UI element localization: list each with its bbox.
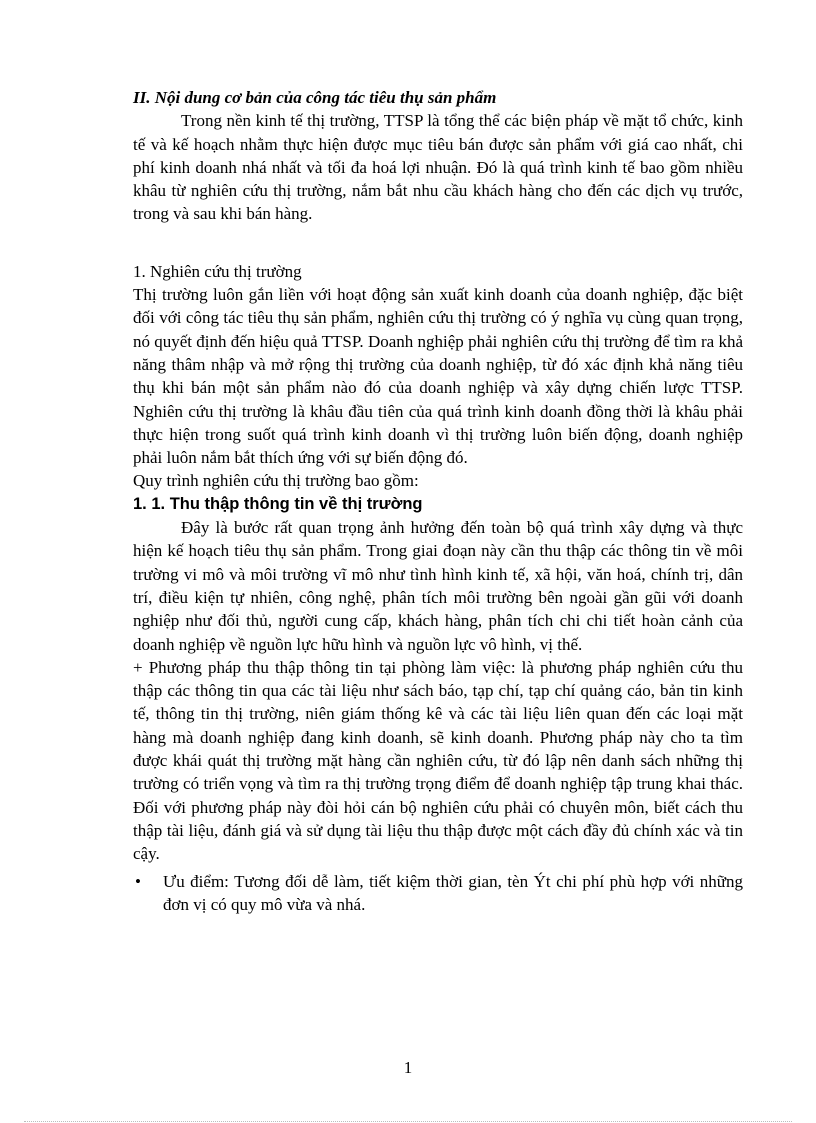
- advantage-text: Ưu điểm: Tương đối dễ làm, tiết kiệm thời gian, tèn Ýt chi phí phù hợp với những đơn vị có quy mô vừa và nhá.: [163, 871, 743, 914]
- section-heading: II. Nội dung cơ bản của công tác tiêu thụ sản phẩm: [133, 88, 497, 107]
- process-intro-line: Quy trình nghiên cứu thị trường bao gồm:: [133, 471, 419, 491]
- paragraph-spacer: [133, 226, 743, 260]
- section-intro-paragraph: Trong nền kinh tế thị trường, TTSP là tổng thể các biện pháp về mặt tổ chức, kinh tế và kế hoạch nhằm thực hiện được mục tiêu bán được sản phẩm với giá cao nhất, chi phí kinh doanh nhá nhất và tối đa hoá lợi nhuận. Đó là quá trình kinh tế bao gồm nhiều khâu từ nghiên cứu thị trường, nắm bắt nhu cầu khách hàng cho đến các dịch vụ trước, trong và sau khi bán hàng.: [133, 111, 743, 224]
- office-method-paragraph: + Phương pháp thu thập thông tin tại phòng làm việc: là phương pháp nghiên cứu thu thập các thông tin qua các tài liệu như sách báo, tạp chí, tạp chí quảng cáo, bản tin kinh tế, thông tin thị trường, niên giám thống kê và các tài liệu liên quan đến các loại mặt hàng mà doanh nghiệp đang kinh doanh, sẽ kinh doanh. Phương pháp này cho ta tìm được khái quát thị trường mặt hàng cần nghiên cứu, từ đó lập nên danh sách những thị trường có triển vọng và tìm ra thị trường trọng điểm để doanh nghiệp tập trung khai thác. Đối với phương pháp này đòi hỏi cán bộ nghiên cứu phải có chuyên môn, biết cách thu thập tài liệu, đánh giá và sử dụng tài liệu thu thập được một cách đầy đủ chính xác và tin cậy.: [133, 657, 743, 864]
- subsection-heading-market-research: 1. Nghiên cứu thị trường: [133, 261, 302, 281]
- bullet-dot-icon: •: [135, 871, 141, 891]
- advantage-bullet-item: [133, 870, 743, 917]
- page-content: [133, 86, 743, 916]
- page-bottom-divider: [24, 1121, 792, 1122]
- market-research-paragraph: Thị trường luôn gắn liền với hoạt động sản xuất kinh doanh của doanh nghiệp, đặc biệt đối với công tác tiêu thụ sản phẩm, nghiên cứu thị trường có ý nghĩa vụ cùng quan trọng, nó quyết định đến hiệu quả TTSP. Doanh nghiệp phải nghiên cứu thị trường để tìm ra khả năng thâm nhập và mở rộng thị trường của doanh nghiệp, từ đó xác định khả năng tiêu thụ khi bán một sản phẩm nào đó của doanh nghiệp và xây dựng chiến lược TTSP. Nghiên cứu thị trường là khâu đầu tiên của quá trình kinh doanh đồng thời là khâu phải thực hiện trong suốt quá trình kinh doanh vì thị trường luôn biến động, doanh nghiệp phải luôn nắm bắt thích ứng với sự biến động đó.: [133, 285, 743, 468]
- information-gathering-paragraph: Đây là bước rất quan trọng ảnh hưởng đến toàn bộ quá trình xây dựng và thực hiện kế hoạch tiêu thụ sản phẩm. Trong giai đoạn này cần thu thập các thông tin về môi trường vi mô và môi trường vĩ mô như tình hình kinh tế, xã hội, văn hoá, chính trị, dân trí, điều kiện tự nhiên, công nghệ, phân tích môi trường bên ngoài gần gũi với doanh nghiệp như đối thủ, người cung cấp, khách hàng, phân tích chi chi tiết hoàn cảnh của doanh nghiệp về nguồn lực hữu hình và nguồn lực vô hình, vị thế.: [133, 518, 743, 654]
- subsection-heading-information-gathering: 1. 1. Thu thập thông tin về thị trường: [133, 494, 423, 513]
- page-number: 1: [403, 1058, 413, 1077]
